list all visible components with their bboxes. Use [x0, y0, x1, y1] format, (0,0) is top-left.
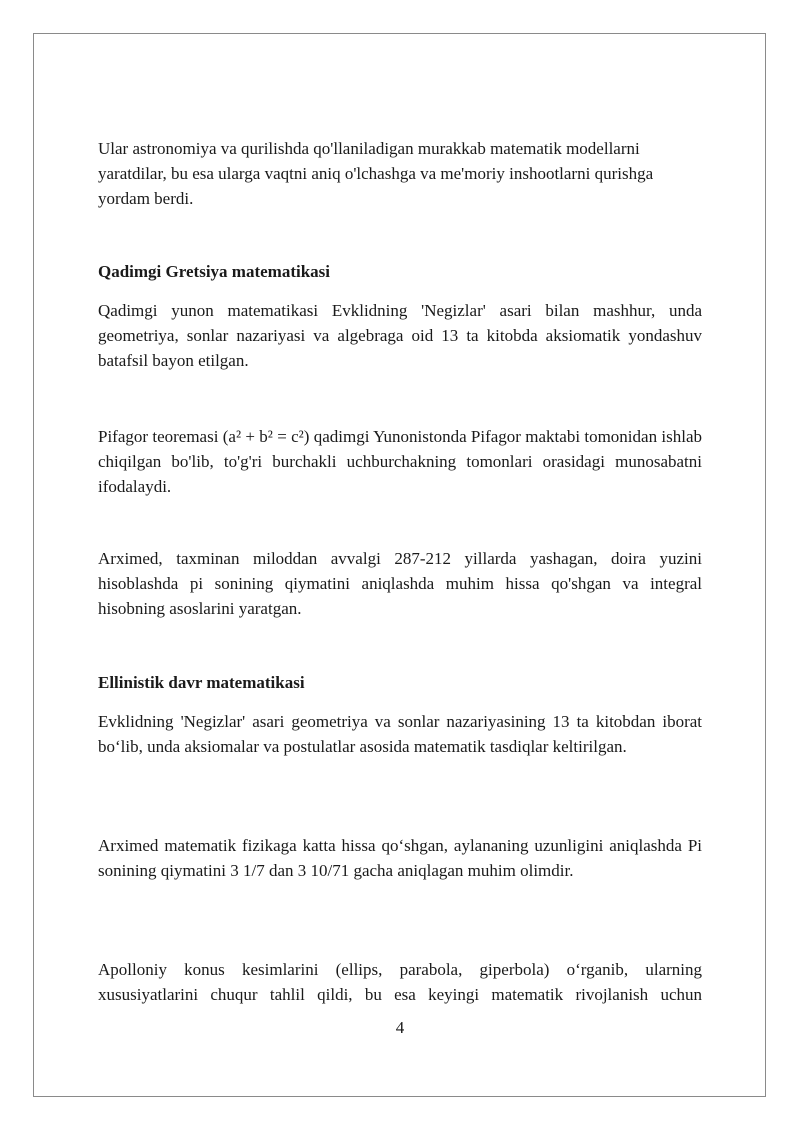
heading-ancient-greece: Qadimgi Gretsiya matematikasi [98, 262, 330, 281]
paragraph-euclid-elements: Qadimgi yunon matematikasi Evklidning 'Negizlar' asari bilan mashhur, unda geometriya, sonlar nazariyasi va algebraga oid 13 ta kitobda aksiomatik yondashuv batafsil bayon etilgan. [98, 301, 702, 370]
paragraph-pythagoras: Pifagor teoremasi (a² + b² = c²) qadimgi Yunonistonda Pifagor maktabi tomonidan ishlab chiqilgan bo'lib, to'g'ri burchakli uchburchakning tomonlari orasidagi munosabatni ifodalaydi. [98, 427, 702, 496]
paragraph-astronomy: Ular astronomiya va qurilishda qo'llaniladigan murakkab matematik modellarni yaratdilar, bu esa ularga vaqtni aniq o'lchashga va me'moriy inshootlarni qurishga yordam berdi. [98, 139, 654, 208]
paragraph-archimedes-physics: Arximed matematik fizikaga katta hissa qo‘shgan, aylananing uzunligini aniqlashda Pi sonining qiymatini 3 1/7 dan 3 10/71 gacha aniqlagan muhim olimdir. [98, 836, 702, 880]
paragraph-apollonius: Apolloniy konus kesimlarini (ellips, parabola, giperbola) o‘rganib, ularning xususiyatlarini chuqur tahlil qildi, bu esa keyingi matematik rivojlanish uchun [98, 960, 702, 1004]
paragraph-archimedes-pi: Arximed, taxminan miloddan avvalgi 287-212 yillarda yashagan, doira yuzini hisoblashda pi sonining qiymatini aniqlashda muhim hissa qo'shgan va integral hisobning asoslarini yaratgan. [98, 549, 702, 618]
paragraph-euclid-books: Evklidning 'Negizlar' asari geometriya va sonlar nazariyasining 13 ta kitobdan iborat bo‘lib, unda aksiomalar va postulatlar asosida matematik tasdiqlar keltirilgan. [98, 712, 702, 756]
page-number: 4 [395, 1018, 405, 1037]
heading-hellenistic-period: Ellinistik davr matematikasi [98, 673, 305, 692]
